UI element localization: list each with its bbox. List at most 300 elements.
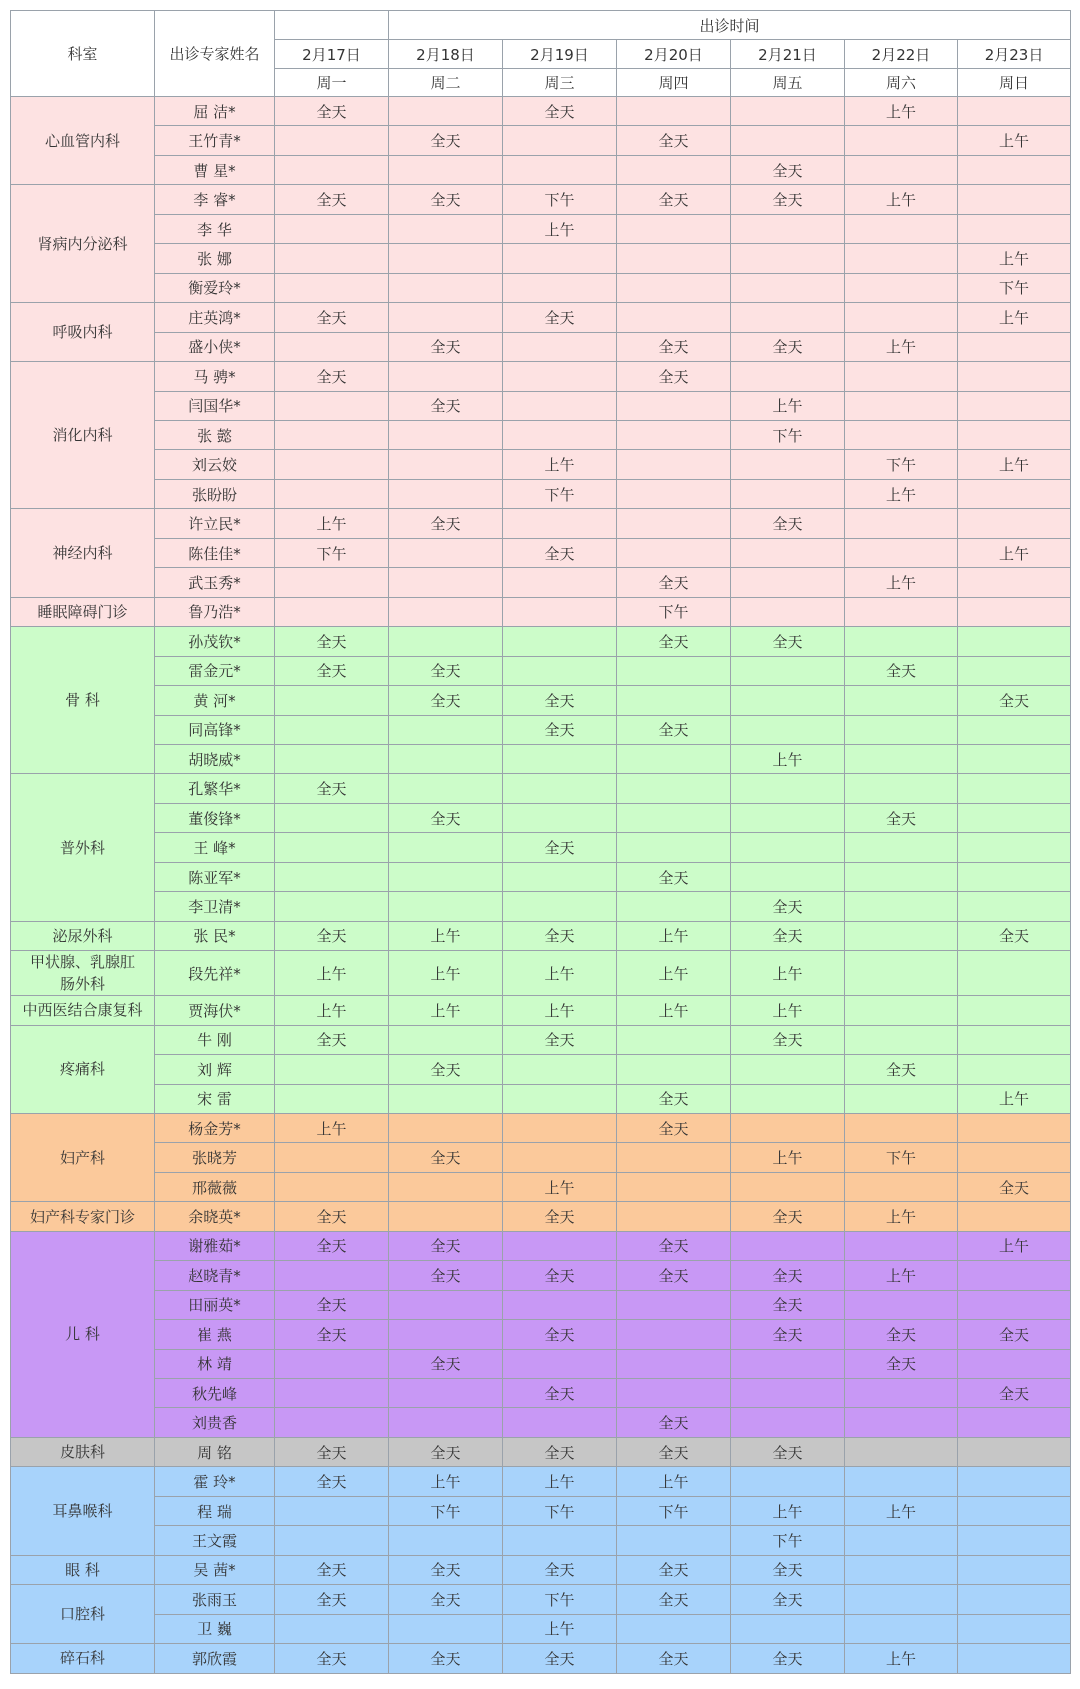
schedule-slot-cell xyxy=(845,627,958,656)
schedule-slot-cell xyxy=(275,1261,389,1290)
table-row xyxy=(11,155,1071,184)
doctor-name-cell: 段先祥* xyxy=(155,951,275,996)
schedule-slot-cell: 下午 xyxy=(845,450,958,479)
schedule-slot-cell xyxy=(275,892,389,921)
schedule-slot-cell xyxy=(389,273,503,302)
department-cell: 甲状腺、乳腺肛肠外科 xyxy=(11,951,155,996)
table-row xyxy=(11,1408,1071,1437)
schedule-slot-cell: 上午 xyxy=(275,996,389,1025)
schedule-slot-cell xyxy=(845,303,958,332)
schedule-slot-cell: 全天 xyxy=(845,1320,958,1349)
table-row xyxy=(11,1202,1071,1231)
schedule-slot-cell xyxy=(503,420,617,449)
doctor-name-cell: 谢雅茹* xyxy=(155,1231,275,1260)
schedule-slot-cell: 全天 xyxy=(389,686,503,715)
schedule-slot-cell xyxy=(503,892,617,921)
schedule-slot-cell xyxy=(275,715,389,744)
schedule-slot-cell xyxy=(503,656,617,685)
schedule-slot-cell xyxy=(958,1467,1071,1496)
schedule-slot-cell xyxy=(845,1025,958,1054)
schedule-slot-cell: 全天 xyxy=(389,185,503,214)
department-cell: 骨 科 xyxy=(11,627,155,774)
schedule-slot-cell: 上午 xyxy=(503,1467,617,1496)
schedule-slot-cell: 下午 xyxy=(845,1143,958,1172)
schedule-slot-cell xyxy=(503,1231,617,1260)
schedule-slot-cell xyxy=(958,1555,1071,1584)
schedule-slot-cell xyxy=(845,1614,958,1643)
schedule-slot-cell: 全天 xyxy=(617,1555,731,1584)
schedule-slot-cell: 全天 xyxy=(389,1055,503,1084)
department-cell: 妇产科专家门诊 xyxy=(11,1202,155,1231)
schedule-slot-cell: 上午 xyxy=(845,1496,958,1525)
schedule-slot-cell xyxy=(845,244,958,273)
schedule-slot-cell: 上午 xyxy=(845,332,958,361)
schedule-slot-cell: 全天 xyxy=(275,1585,389,1614)
schedule-slot-cell: 全天 xyxy=(731,921,845,950)
doctor-name-cell: 陈佳佳* xyxy=(155,538,275,567)
doctor-name-cell: 赵晓青* xyxy=(155,1261,275,1290)
schedule-slot-cell xyxy=(845,1084,958,1113)
doctor-name-cell: 张雨玉 xyxy=(155,1585,275,1614)
schedule-slot-cell: 全天 xyxy=(503,1320,617,1349)
schedule-slot-cell: 上午 xyxy=(845,185,958,214)
schedule-slot-cell: 全天 xyxy=(275,1555,389,1584)
table-row xyxy=(11,1290,1071,1319)
table-row xyxy=(11,833,1071,862)
schedule-slot-cell xyxy=(503,597,617,626)
schedule-slot-cell xyxy=(617,244,731,273)
schedule-slot-cell: 全天 xyxy=(503,1261,617,1290)
schedule-slot-cell xyxy=(845,391,958,420)
schedule-slot-cell: 下午 xyxy=(275,538,389,567)
schedule-slot-cell xyxy=(617,479,731,508)
doctor-name-cell: 王 峰* xyxy=(155,833,275,862)
schedule-slot-cell xyxy=(958,597,1071,626)
schedule-slot-cell xyxy=(389,244,503,273)
schedule-slot-cell: 全天 xyxy=(731,509,845,538)
doctor-name-cell: 崔 燕 xyxy=(155,1320,275,1349)
table-row xyxy=(11,391,1071,420)
schedule-slot-cell xyxy=(845,715,958,744)
schedule-slot-cell xyxy=(617,686,731,715)
schedule-slot-cell xyxy=(958,1143,1071,1172)
schedule-slot-cell xyxy=(731,686,845,715)
schedule-slot-cell xyxy=(617,1172,731,1201)
schedule-slot-cell xyxy=(275,332,389,361)
table-row xyxy=(11,627,1071,656)
schedule-slot-cell xyxy=(503,509,617,538)
schedule-slot-cell: 上午 xyxy=(275,509,389,538)
schedule-slot-cell xyxy=(731,214,845,243)
schedule-slot-cell xyxy=(731,656,845,685)
table-row xyxy=(11,1526,1071,1555)
schedule-slot-cell: 全天 xyxy=(617,1231,731,1260)
table-row xyxy=(11,996,1071,1025)
schedule-slot-cell xyxy=(617,391,731,420)
schedule-slot-cell: 全天 xyxy=(617,126,731,155)
schedule-slot-cell xyxy=(845,597,958,626)
schedule-slot-cell xyxy=(958,1408,1071,1437)
schedule-slot-cell: 全天 xyxy=(617,1644,731,1673)
schedule-slot-cell xyxy=(845,155,958,184)
schedule-slot-cell xyxy=(389,744,503,773)
schedule-slot-cell xyxy=(617,273,731,302)
schedule-slot-cell: 全天 xyxy=(617,1113,731,1142)
schedule-slot-cell xyxy=(275,862,389,891)
date-header: 2月22日 xyxy=(845,40,958,69)
schedule-slot-cell xyxy=(731,97,845,126)
schedule-slot-cell xyxy=(958,214,1071,243)
schedule-slot-cell xyxy=(731,1408,845,1437)
schedule-slot-cell: 全天 xyxy=(617,1437,731,1466)
schedule-slot-cell xyxy=(958,1614,1071,1643)
schedule-slot-cell xyxy=(503,332,617,361)
schedule-slot-cell: 上午 xyxy=(617,1467,731,1496)
department-cell: 口腔科 xyxy=(11,1585,155,1644)
doctor-name-cell: 胡晓威* xyxy=(155,744,275,773)
schedule-slot-cell xyxy=(958,420,1071,449)
schedule-slot-cell xyxy=(503,1143,617,1172)
doctor-name-cell: 雷金元* xyxy=(155,656,275,685)
schedule-slot-cell: 全天 xyxy=(731,155,845,184)
table-row xyxy=(11,1644,1071,1673)
schedule-slot-cell xyxy=(617,1320,731,1349)
schedule-slot-cell: 全天 xyxy=(275,774,389,803)
schedule-slot-cell: 全天 xyxy=(389,332,503,361)
schedule-slot-cell: 全天 xyxy=(503,715,617,744)
schedule-slot-cell: 全天 xyxy=(275,656,389,685)
schedule-slot-cell xyxy=(503,1055,617,1084)
doctor-name-cell: 林 靖 xyxy=(155,1349,275,1378)
doctor-name-cell: 霍 玲* xyxy=(155,1467,275,1496)
table-header xyxy=(11,11,1071,97)
schedule-slot-cell xyxy=(617,833,731,862)
schedule-slot-cell xyxy=(958,1290,1071,1319)
table-row xyxy=(11,1467,1071,1496)
schedule-slot-cell: 全天 xyxy=(389,656,503,685)
schedule-slot-cell xyxy=(958,1585,1071,1614)
doctor-name-cell: 邢薇薇 xyxy=(155,1172,275,1201)
table-row xyxy=(11,744,1071,773)
schedule-slot-cell xyxy=(845,538,958,567)
schedule-slot-cell xyxy=(845,420,958,449)
schedule-slot-cell: 上午 xyxy=(275,951,389,996)
schedule-slot-cell xyxy=(503,627,617,656)
schedule-slot-cell: 全天 xyxy=(617,1084,731,1113)
schedule-slot-cell: 上午 xyxy=(958,244,1071,273)
table-row xyxy=(11,715,1071,744)
table-row xyxy=(11,362,1071,391)
schedule-slot-cell xyxy=(958,155,1071,184)
doctor-name-cell: 董俊锋* xyxy=(155,803,275,832)
schedule-slot-cell: 上午 xyxy=(731,996,845,1025)
schedule-slot-cell xyxy=(503,744,617,773)
schedule-slot-cell xyxy=(503,362,617,391)
doctor-name-cell: 刘 辉 xyxy=(155,1055,275,1084)
doctor-name-cell: 郭欣霞 xyxy=(155,1644,275,1673)
schedule-slot-cell: 全天 xyxy=(275,1320,389,1349)
schedule-slot-cell: 下午 xyxy=(617,1496,731,1525)
schedule-slot-cell: 上午 xyxy=(389,951,503,996)
schedule-slot-cell xyxy=(845,996,958,1025)
schedule-slot-cell xyxy=(845,273,958,302)
schedule-slot-cell xyxy=(275,1349,389,1378)
schedule-slot-cell xyxy=(958,715,1071,744)
schedule-slot-cell xyxy=(389,1290,503,1319)
schedule-slot-cell: 全天 xyxy=(389,1231,503,1260)
schedule-slot-cell xyxy=(389,1084,503,1113)
doctor-name-cell: 张 娜 xyxy=(155,244,275,273)
department-cell: 妇产科 xyxy=(11,1113,155,1201)
date-header: 2月20日 xyxy=(617,40,731,69)
table-row xyxy=(11,244,1071,273)
schedule-slot-cell xyxy=(503,1113,617,1142)
schedule-slot-cell xyxy=(958,1261,1071,1290)
schedule-slot-cell xyxy=(617,1202,731,1231)
doctor-name-cell: 张 民* xyxy=(155,921,275,950)
department-cell: 碎石科 xyxy=(11,1644,155,1673)
schedule-slot-cell xyxy=(503,774,617,803)
schedule-slot-cell xyxy=(275,1084,389,1113)
schedule-slot-cell xyxy=(503,862,617,891)
schedule-slot-cell: 全天 xyxy=(731,627,845,656)
schedule-slot-cell: 上午 xyxy=(958,1084,1071,1113)
schedule-slot-cell: 上午 xyxy=(958,303,1071,332)
schedule-slot-cell xyxy=(503,1349,617,1378)
schedule-slot-cell: 全天 xyxy=(275,1437,389,1466)
schedule-slot-cell: 全天 xyxy=(731,1025,845,1054)
schedule-slot-cell: 全天 xyxy=(275,362,389,391)
schedule-slot-cell xyxy=(845,892,958,921)
weekday-header: 周日 xyxy=(958,69,1071,97)
table-row xyxy=(11,803,1071,832)
schedule-slot-cell xyxy=(958,627,1071,656)
schedule-slot-cell: 全天 xyxy=(389,391,503,420)
schedule-slot-cell xyxy=(958,656,1071,685)
schedule-slot-cell xyxy=(617,774,731,803)
doctor-name-cell: 张盼盼 xyxy=(155,479,275,508)
department-cell: 消化内科 xyxy=(11,362,155,509)
schedule-slot-cell xyxy=(389,97,503,126)
table-row xyxy=(11,1320,1071,1349)
schedule-slot-cell xyxy=(617,1349,731,1378)
schedule-slot-cell xyxy=(731,303,845,332)
schedule-slot-cell xyxy=(958,803,1071,832)
table-row xyxy=(11,1025,1071,1054)
doctor-name-cell: 宋 雷 xyxy=(155,1084,275,1113)
schedule-slot-cell xyxy=(503,568,617,597)
schedule-slot-cell xyxy=(275,126,389,155)
table-row xyxy=(11,892,1071,921)
schedule-slot-cell: 下午 xyxy=(958,273,1071,302)
schedule-slot-cell xyxy=(275,568,389,597)
schedule-slot-cell xyxy=(617,1143,731,1172)
schedule-slot-cell: 全天 xyxy=(503,833,617,862)
schedule-slot-cell: 全天 xyxy=(617,568,731,597)
dept-column-header: 科室 xyxy=(11,11,155,97)
schedule-slot-cell: 上午 xyxy=(731,951,845,996)
schedule-slot-cell: 全天 xyxy=(731,1555,845,1584)
table-row xyxy=(11,1172,1071,1201)
schedule-slot-cell xyxy=(958,1526,1071,1555)
schedule-slot-cell xyxy=(275,1526,389,1555)
table-row xyxy=(11,1437,1071,1466)
doctor-name-cell: 杨金芳* xyxy=(155,1113,275,1142)
schedule-slot-cell: 上午 xyxy=(389,921,503,950)
schedule-slot-cell xyxy=(845,686,958,715)
schedule-slot-cell: 上午 xyxy=(731,391,845,420)
table-row xyxy=(11,921,1071,950)
doctor-name-cell: 盛小侠* xyxy=(155,332,275,361)
schedule-slot-cell: 全天 xyxy=(275,1467,389,1496)
schedule-slot-cell: 全天 xyxy=(275,1231,389,1260)
schedule-slot-cell xyxy=(958,951,1071,996)
schedule-slot-cell: 上午 xyxy=(731,744,845,773)
table-row xyxy=(11,97,1071,126)
doctor-name-cell: 刘贵香 xyxy=(155,1408,275,1437)
schedule-slot-cell: 全天 xyxy=(617,862,731,891)
schedule-slot-cell xyxy=(731,774,845,803)
doctor-name-cell: 武玉秀* xyxy=(155,568,275,597)
schedule-slot-cell xyxy=(958,996,1071,1025)
schedule-slot-cell xyxy=(275,450,389,479)
department-cell: 普外科 xyxy=(11,774,155,921)
schedule-slot-cell: 全天 xyxy=(617,1408,731,1437)
schedule-slot-cell xyxy=(617,214,731,243)
schedule-slot-cell xyxy=(617,803,731,832)
schedule-slot-cell: 全天 xyxy=(503,921,617,950)
schedule-slot-cell: 全天 xyxy=(503,1555,617,1584)
schedule-slot-cell xyxy=(389,538,503,567)
schedule-slot-cell xyxy=(845,951,958,996)
schedule-slot-cell xyxy=(389,1320,503,1349)
schedule-slot-cell xyxy=(389,303,503,332)
schedule-slot-cell xyxy=(617,450,731,479)
doctor-name-cell: 李 睿* xyxy=(155,185,275,214)
schedule-slot-cell xyxy=(731,538,845,567)
schedule-slot-cell xyxy=(731,450,845,479)
schedule-slot-cell: 下午 xyxy=(731,1526,845,1555)
schedule-slot-cell xyxy=(958,1055,1071,1084)
schedule-slot-cell: 全天 xyxy=(731,332,845,361)
schedule-slot-cell: 上午 xyxy=(845,1261,958,1290)
table-row xyxy=(11,538,1071,567)
schedule-slot-cell xyxy=(389,450,503,479)
schedule-slot-cell xyxy=(617,1614,731,1643)
schedule-slot-cell xyxy=(275,833,389,862)
weekday-header: 周一 xyxy=(275,69,389,97)
schedule-container xyxy=(10,10,1071,1674)
schedule-slot-cell xyxy=(845,774,958,803)
schedule-slot-cell xyxy=(275,1379,389,1408)
schedule-slot-cell: 全天 xyxy=(389,126,503,155)
schedule-slot-cell xyxy=(958,862,1071,891)
schedule-slot-cell xyxy=(731,1084,845,1113)
schedule-slot-cell: 全天 xyxy=(617,332,731,361)
weekday-header: 周五 xyxy=(731,69,845,97)
schedule-slot-cell: 全天 xyxy=(389,1261,503,1290)
schedule-slot-cell xyxy=(275,1172,389,1201)
schedule-slot-cell xyxy=(617,1379,731,1408)
schedule-slot-cell: 全天 xyxy=(731,1261,845,1290)
schedule-slot-cell xyxy=(275,744,389,773)
schedule-slot-cell: 上午 xyxy=(389,996,503,1025)
schedule-slot-cell xyxy=(958,1644,1071,1673)
schedule-slot-cell: 下午 xyxy=(731,420,845,449)
schedule-slot-cell: 全天 xyxy=(389,1555,503,1584)
schedule-slot-cell: 下午 xyxy=(503,185,617,214)
department-cell: 耳鼻喉科 xyxy=(11,1467,155,1555)
doctor-name-cell: 衡爱玲* xyxy=(155,273,275,302)
schedule-slot-cell: 全天 xyxy=(617,1585,731,1614)
schedule-slot-cell xyxy=(845,1113,958,1142)
table-row xyxy=(11,185,1071,214)
schedule-slot-cell: 上午 xyxy=(503,214,617,243)
table-row xyxy=(11,1614,1071,1643)
doctor-name-cell: 马 骋* xyxy=(155,362,275,391)
schedule-slot-cell: 全天 xyxy=(731,1585,845,1614)
schedule-slot-cell xyxy=(389,892,503,921)
department-cell: 肾病内分泌科 xyxy=(11,185,155,303)
schedule-slot-cell xyxy=(845,126,958,155)
table-row xyxy=(11,1231,1071,1260)
schedule-slot-cell xyxy=(275,273,389,302)
schedule-slot-cell xyxy=(958,833,1071,862)
schedule-slot-cell xyxy=(275,1614,389,1643)
schedule-slot-cell: 上午 xyxy=(958,450,1071,479)
schedule-slot-cell xyxy=(617,744,731,773)
schedule-slot-cell: 上午 xyxy=(845,568,958,597)
schedule-slot-cell xyxy=(617,1526,731,1555)
schedule-slot-cell xyxy=(275,803,389,832)
schedule-slot-cell xyxy=(275,597,389,626)
schedule-slot-cell xyxy=(275,391,389,420)
schedule-slot-cell: 上午 xyxy=(731,1496,845,1525)
schedule-slot-cell xyxy=(275,1055,389,1084)
schedule-slot-cell xyxy=(389,833,503,862)
schedule-slot-cell: 全天 xyxy=(617,1261,731,1290)
schedule-slot-cell: 全天 xyxy=(389,509,503,538)
table-row xyxy=(11,479,1071,508)
schedule-slot-cell xyxy=(617,538,731,567)
schedule-slot-cell: 全天 xyxy=(958,1320,1071,1349)
schedule-slot-cell: 全天 xyxy=(617,627,731,656)
schedule-slot-cell: 全天 xyxy=(503,1025,617,1054)
schedule-slot-cell xyxy=(958,391,1071,420)
schedule-slot-cell xyxy=(389,1408,503,1437)
schedule-slot-cell: 上午 xyxy=(503,951,617,996)
schedule-slot-cell xyxy=(617,420,731,449)
schedule-slot-cell: 全天 xyxy=(958,686,1071,715)
schedule-slot-cell: 上午 xyxy=(503,1614,617,1643)
schedule-slot-cell: 上午 xyxy=(503,996,617,1025)
schedule-slot-cell xyxy=(845,833,958,862)
schedule-slot-cell xyxy=(389,362,503,391)
table-row xyxy=(11,1055,1071,1084)
schedule-slot-cell xyxy=(617,656,731,685)
schedule-slot-cell xyxy=(958,1496,1071,1525)
schedule-slot-cell xyxy=(845,1585,958,1614)
schedule-slot-cell xyxy=(731,597,845,626)
doctor-name-cell: 屈 洁* xyxy=(155,97,275,126)
department-cell: 疼痛科 xyxy=(11,1025,155,1113)
doctor-name-cell: 程 瑞 xyxy=(155,1496,275,1525)
schedule-slot-cell: 全天 xyxy=(503,686,617,715)
doctor-name-cell: 陈亚军* xyxy=(155,862,275,891)
header-blank-cell xyxy=(275,11,389,40)
table-row xyxy=(11,126,1071,155)
schedule-slot-cell: 下午 xyxy=(617,597,731,626)
